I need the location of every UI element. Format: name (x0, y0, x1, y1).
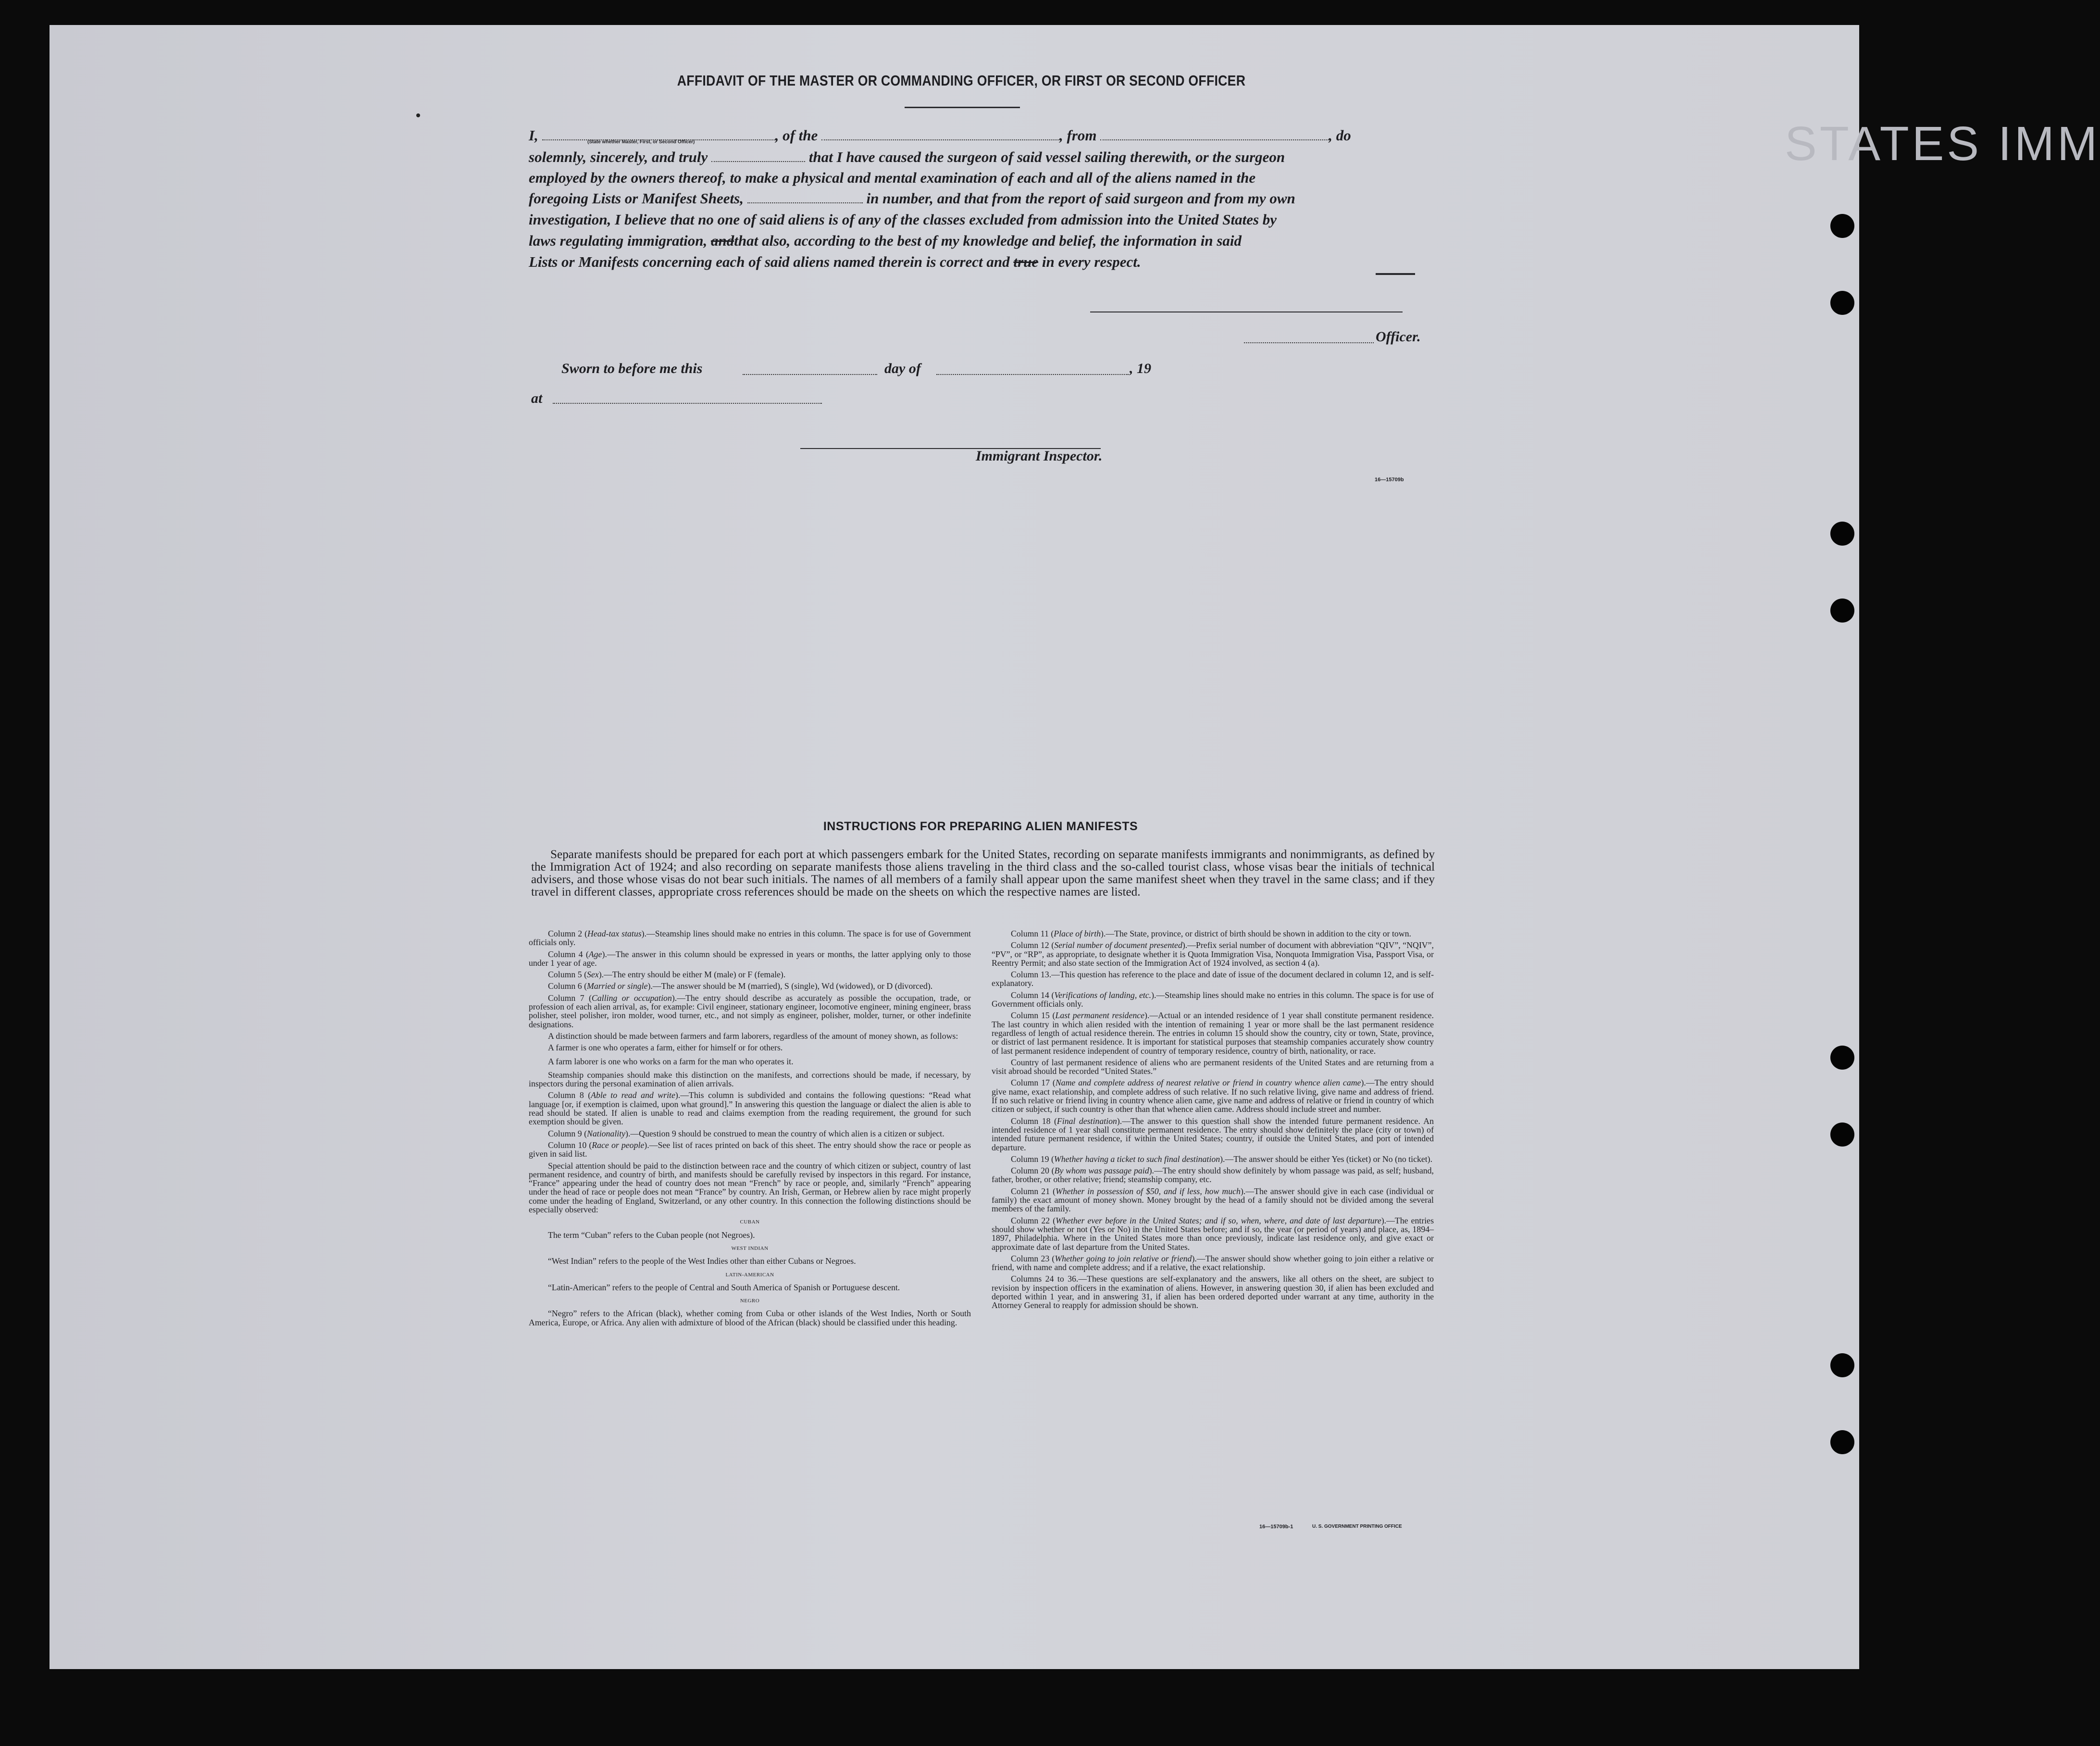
punch-hole (1830, 599, 1854, 623)
affidavit-line-6: laws regulating immigration, andthat also, according to the best of my knowledge and belief, the information in said (529, 232, 1242, 249)
latin-american-definition: “Latin-American” refers to the people of Central and South America of Spanish or Portuguese descent. (548, 1282, 900, 1292)
punch-hole (1830, 522, 1854, 546)
bleed-through-text: STATES IMM (1785, 117, 2100, 171)
farmer-definition: A farmer is one who operates a farm, either for himself or for others. (548, 1043, 783, 1053)
instructions-intro: Separate manifests should be prepared for each port at which passengers embark for the United States, recording on separate manifests immigrants and nonimmigrants, as defined by the Immigration Act of 1924; and also recording on separate manifests those aliens traveling in the third class and the so-called tourist class, whose visas bear the initials of technical advisers, and those whose visas do not bear such initials. The names of all members of a family shall appear upon the same manifest sheet when they travel in the same class; and if they travel in different classes, appropriate cross references should be made on the sheets on which the respective names are listed. (531, 848, 1435, 898)
column-15-instruction: Column 15 (Last permanent residence).—Actual or an intended residence of 1 year shall constitute permanent residence. The last country in which alien resided with the intention of remaining 1 year or more shall be the last permanent residence regardless of length of actual residence therein. The entries in column 15 should show the country, city or town, State, province, or district of last permanent residence. It is important for statistical purposes that steamship companies accurately show country of last permanent residence independent of country of temporary residence, country of birth, nationality, or race. (992, 1010, 1434, 1056)
farm-laborer-definition: A farm laborer is one who works on a farm for the man who operates it. (548, 1056, 794, 1066)
end-mark (1376, 273, 1415, 275)
year-label: , 19 (1130, 361, 1151, 376)
heading-west-indian: WEST INDIAN (731, 1245, 769, 1251)
column-7-instruction: Column 7 (Calling or occupation).—The entry should describe as accurately as possible the occupation, trade, or profession of each alien arrival, as, for example: Civil engineer, stationary engineer, locomotive engineer, mining engineer, brass polisher, steel polisher, iron molder, wood turner, etc., and not simply as engineer, polisher, molder, turner, or other indefinite designations. (529, 993, 971, 1029)
column-11-instruction: Column 11 (Place of birth).—The State, province, or district of birth should be shown in addition to the city or town. (1011, 929, 1411, 938)
printing-office-credit: U. S. GOVERNMENT PRINTING OFFICE (1312, 1524, 1402, 1529)
struck-word: true (1013, 253, 1039, 270)
column-14-instruction: Column 14 (Verifications of landing, etc.).—Steamship lines should make no entries in this column. The space is for use of Government officials only. (992, 990, 1434, 1009)
column-5-instruction: Column 5 (Sex).—The entry should be either M (male) or F (female). (548, 970, 786, 980)
cuban-definition: The term “Cuban” refers to the Cuban people (not Negroes). (548, 1230, 755, 1240)
farmer-distinction: A distinction should be made between farmers and farm laborers, regardless of the amount of money shown, as follows: (548, 1031, 958, 1041)
at-label: at (531, 390, 543, 406)
punch-hole (1830, 1353, 1854, 1377)
sworn-month-blank[interactable] (936, 374, 1129, 375)
instructions-left-column (529, 929, 971, 1330)
column-6-instruction: Column 6 (Married or single).—The answer should be M (married), S (single), Wd (widowed), or D (divorced). (548, 981, 933, 991)
heading-negro: NEGRO (740, 1298, 760, 1304)
sworn-place-blank[interactable] (553, 403, 822, 404)
struck-word: and (710, 232, 734, 249)
vessel-name-blank[interactable] (821, 128, 1059, 140)
rank-instruction-note: (State whether Master, First, or Second Officer) (587, 139, 695, 145)
affidavit-line-5: investigation, I believe that no one of said aliens is of any of the classes excluded from admission into the United States by (529, 211, 1277, 228)
title-underline (905, 107, 1020, 108)
column-17-instruction: Column 17 (Name and complete address of nearest relative or friend in country whence alien came).—The entry should give name, exact relationship, and complete address of such relative. If no such relative living, give name and address of friend. If no such relative or friend living in country whence alien came, give name and address of relative or friend in country of which citizen or subject, if such country is other than that whence alien came. Address should include street and number. (992, 1078, 1434, 1114)
sheet-count-blank[interactable] (747, 191, 863, 203)
column-9-instruction: Column 9 (Nationality).—Question 9 should be construed to mean the country of which alien is a citizen or subject. (548, 1128, 944, 1138)
affidavit-line-3: employed by the owners thereof, to make a physical and mental examination of each and all of the aliens named in the (529, 169, 1256, 186)
speck (416, 113, 420, 117)
punch-hole (1830, 1430, 1854, 1454)
day-of-label: day of (884, 361, 921, 376)
column-4-instruction: Column 4 (Age).—The answer in this column should be expressed in years or months, the latter applying only to those under 1 year of age. (529, 949, 971, 968)
inspector-label: Immigrant Inspector. (976, 448, 1103, 464)
heading-cuban: CUBAN (740, 1219, 760, 1225)
column-13-instruction: Column 13.—This question has reference to the place and date of issue of the document declared in column 12, and is self-explanatory. (992, 970, 1434, 988)
returning-residents-note: Country of last permanent residence of aliens who are permanent residents of the United States and are returning from a visit abroad should be recorded “United States.” (992, 1057, 1434, 1076)
affidavit-title: AFFIDAVIT OF THE MASTER OR COMMANDING OFFICER, OR FIRST OR SECOND OFFICER (677, 72, 1246, 89)
affidavit-line-1: I, , of the , from , do (529, 127, 1351, 144)
instructions-form-number: 16—15709b-1 (1259, 1524, 1293, 1530)
steamship-note: Steamship companies should make this distinction on the manifests, and corrections should be made, if necessary, by inspectors during the personal examination of alien arrivals. (529, 1070, 971, 1089)
officer-label: Officer. (1376, 329, 1421, 345)
affidavit-line-4: foregoing Lists or Manifest Sheets, in number, and that from the report of said surgeon and from my own (529, 190, 1295, 207)
form-number: 16—15709b (1375, 477, 1404, 483)
column-2-instruction: Column 2 (Head-tax status).—Steamship lines should make no entries in this column. The space is for use of Government officials only. (529, 929, 971, 948)
column-20-instruction: Column 20 (By whom was passage paid).—The entry should show definitely by whom passage was paid, as self; husband, father, brother, or other relative; friend; steamship company, etc. (992, 1166, 1434, 1185)
instructions-title: INSTRUCTIONS FOR PREPARING ALIEN MANIFESTS (823, 820, 1138, 833)
punch-hole (1830, 291, 1854, 315)
manifest-sheet (50, 25, 2100, 1669)
instructions-right-column (992, 929, 1434, 1313)
column-22-instruction: Column 22 (Whether ever before in the United States; and if so, when, where, and date of last departure).—The entries should show whether or not (Yes or No) in the United States before; and if so, the year (or period of years) and place, as, 1894–1897, Philadelphia. Where in the United States more than once previously, indicate last residence only, and give exact or approximate date of last departure from the United States. (992, 1215, 1434, 1252)
columns-24-36-instruction: Columns 24 to 36.—These questions are self-explanatory and the answers, like all others on the sheet, are subject to revision by inspection officers in the examination of aliens. However, in answering question 30, if alien has been excluded and deported within 1 year, and in answering 31, if alien has been ordered deported under warrant at any time, authority in the Attorney General to reapply for admission should be shown. (992, 1274, 1434, 1310)
race-country-note: Special attention should be paid to the distinction between race and the country of which citizen or subject, country of last permanent residence, and country of birth, and manifests should be carefully revised by inspectors in this regard. For instance, “France” appearing under the head of country does not mean “French” by race or people, and, similarly “French” appearing under the head of race or people does not mean “France” by country. An Irish, German, or Hebrew alien by race might properly come under the heading of England, Switzerland, or any other country. In this connection the following distinctions should be especially observed: (529, 1160, 971, 1215)
officer-rank-blank[interactable] (542, 128, 775, 140)
affidavit-line-2: solemnly, sincerely, and truly that I have caused the surgeon of said vessel sailing therewith, or the surgeon (529, 149, 1285, 165)
officer-name-line[interactable] (1244, 342, 1374, 343)
punch-hole (1830, 1046, 1854, 1070)
column-23-instruction: Column 23 (Whether going to join relative or friend).—The answer should show whether going to join either a relative or friend, with name and complete address; and if a relative, the exact relationship. (992, 1253, 1434, 1272)
column-12-instruction: Column 12 (Serial number of document presented).—Prefix serial number of document with abbreviation “QIV”, “NQIV”, “PV”, or “RP”, as appropriate, to designate whether it is Quota Immigration Visa, Nonquota Immigration Visa, Passport Visa, or Reentry Permit; and also state section of the Immigration Act of 1924 involved, as section 4 (a). (992, 940, 1434, 968)
negro-definition: “Negro” refers to the African (black), whether coming from Cuba or other islands of the West Indies, North or South America, Europe, or Africa. Any alien with admixture of blood of the African (black) should be classified under this heading. (529, 1309, 971, 1327)
heading-latin-american: LATIN-AMERICAN (725, 1272, 774, 1278)
affidavit-line-7: Lists or Manifests concerning each of said aliens named therein is correct and true in every respect. (529, 253, 1141, 270)
oath-type-blank[interactable] (711, 150, 805, 162)
column-21-instruction: Column 21 (Whether in possession of $50, and if less, how much).—The answer should give in each case (individual or family) the exact amount of money shown. Money brought by the head of a family should not be divided among the several members of the family. (992, 1186, 1434, 1214)
column-19-instruction: Column 19 (Whether having a ticket to such final destination).—The answer should be either Yes (ticket) or No (no ticket). (1011, 1154, 1433, 1164)
sworn-label: Sworn to before me this (561, 361, 703, 376)
punch-hole (1830, 1122, 1854, 1147)
port-from-blank[interactable] (1100, 128, 1329, 140)
column-18-instruction: Column 18 (Final destination).—The answer to this question shall show the intended future permanent residence. An intended residence of 1 year shall constitute permanent residence. The entry should show definitely the place (city or town) of intended future permanent residence, if within the United States; country, if outside the United States, and port of intended departure. (992, 1116, 1434, 1152)
column-8-instruction: Column 8 (Able to read and write).—This column is subdivided and contains the following questions: “Read what language [or, if exemption is claimed, upon what ground].” In answering this question the language or dialect the alien is able to read should be stated. If alien is unable to read and claims exemption from the reading requirement, the ground for such exemption should be given. (529, 1090, 971, 1127)
sworn-day-blank[interactable] (743, 374, 877, 375)
punch-hole (1830, 214, 1854, 238)
west-indian-definition: “West Indian” refers to the people of the West Indies other than either Cubans or Negroes. (548, 1256, 856, 1266)
column-10-instruction: Column 10 (Race or people).—See list of races printed on back of this sheet. The entry should show the race or people as given in said list. (529, 1140, 971, 1159)
